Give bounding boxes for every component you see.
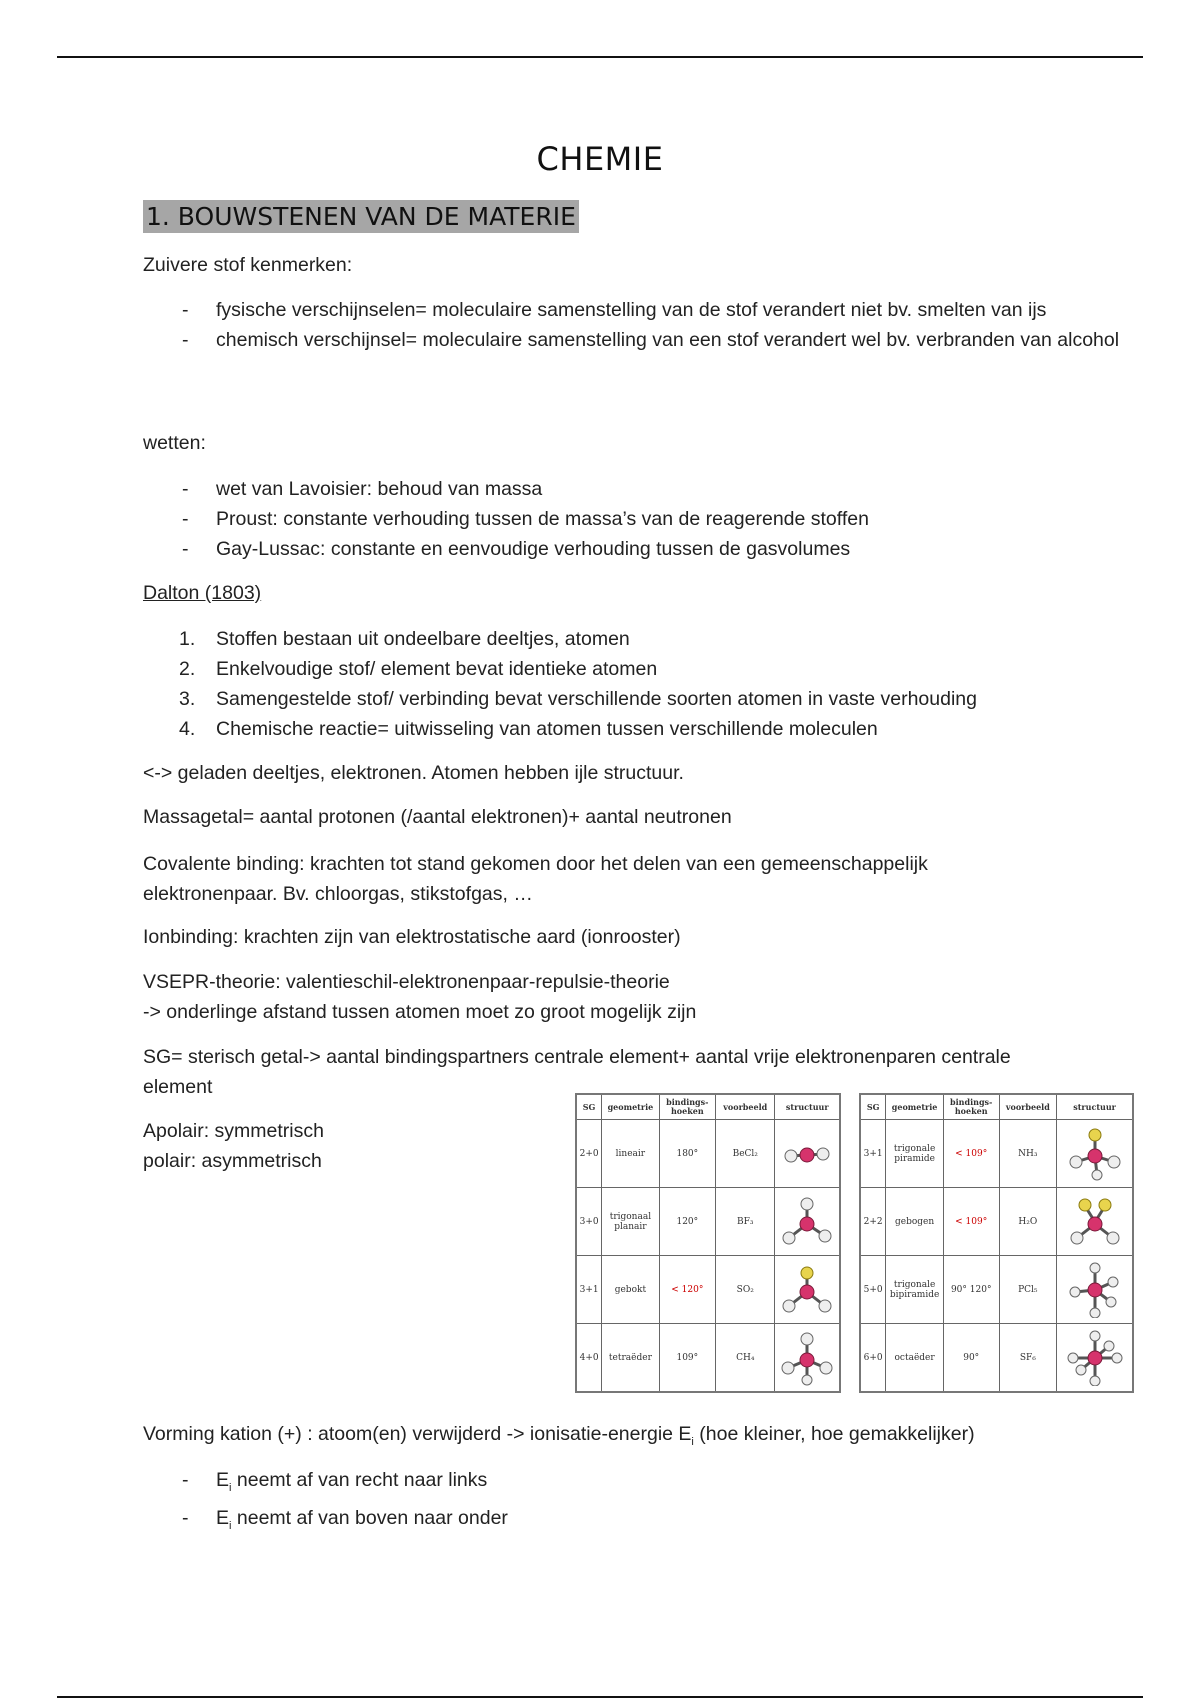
- apolar-text: Apolair: symmetrisch: [143, 1120, 324, 1142]
- sg-cell: 3+1: [576, 1256, 602, 1324]
- table-row: [860, 1188, 1133, 1256]
- vsepr-distance-text: -> onderlinge afstand tussen atomen moet zo groot mogelijk zijn: [143, 1001, 697, 1023]
- mass-number-text: Massagetal= aantal protonen (/aantal elektronen)+ aantal neutronen: [143, 806, 732, 828]
- sg-cell: 6+0: [860, 1324, 886, 1393]
- tetrahedral-molecule-image: [779, 1330, 835, 1386]
- column-header: SG: [860, 1094, 886, 1120]
- sg-cell: 3+1: [860, 1120, 886, 1188]
- example-cell: CH₄: [716, 1324, 775, 1393]
- top-rule: [57, 56, 1143, 58]
- steric-number-text: SG= sterisch getal-> aantal bindingspartners centrale element+ aantal vrije elektronenparen centrale element: [143, 1046, 1011, 1098]
- table-row: [860, 1256, 1133, 1324]
- trigonal-planar-molecule-image: [779, 1194, 835, 1250]
- structure-cell: [1057, 1188, 1133, 1256]
- pure-substance-list: [143, 295, 1200, 355]
- trigonal-bipyramid-molecule-image: [1067, 1262, 1123, 1318]
- structure-cell: [1057, 1120, 1133, 1188]
- example-cell: PCl₅: [999, 1256, 1057, 1324]
- bottom-rule: [57, 1696, 1143, 1698]
- charged-particles-text: <-> geladen deeltjes, elektronen. Atomen hebben ijle structuur.: [143, 762, 684, 784]
- table-header-row: [576, 1094, 840, 1120]
- column-header: structuur: [1057, 1094, 1133, 1120]
- geometry-cell: trigonaal planair: [602, 1188, 659, 1256]
- bent-molecule-image: [779, 1262, 835, 1318]
- pure-substance-label: Zuivere stof kenmerken:: [143, 254, 353, 276]
- dalton-list: [143, 624, 1200, 744]
- example-cell: SF₆: [999, 1324, 1057, 1393]
- sg-cell: 5+0: [860, 1256, 886, 1324]
- table-row: [576, 1188, 840, 1256]
- covalent-bond-text: Covalente binding: krachten tot stand gekomen door het delen van een gemeenschappelijk elektronenpaar. Bv. chloorgas, stikstofgas, …: [143, 853, 928, 905]
- sg-cell: 2+0: [576, 1120, 602, 1188]
- list-item: 3. Samengestelde stof/ verbinding bevat verschillende soorten atomen in vaste verhouding: [179, 688, 977, 710]
- linear-molecule-image: [779, 1126, 835, 1182]
- sg-cell: 4+0: [576, 1324, 602, 1393]
- angle-cell: 90° 120°: [943, 1256, 999, 1324]
- dalton-label: Dalton (1803): [143, 582, 262, 604]
- geometry-cell: gebokt: [602, 1256, 659, 1324]
- column-header: geometrie: [602, 1094, 659, 1120]
- vsepr-table-right: [859, 1093, 1134, 1393]
- sg-cell: 2+2: [860, 1188, 886, 1256]
- table-row: [576, 1324, 840, 1393]
- polar-text: polair: asymmetrisch: [143, 1150, 322, 1172]
- angle-cell: 90°: [943, 1324, 999, 1393]
- angle-cell: < 109°: [943, 1120, 999, 1188]
- table-row: [860, 1120, 1133, 1188]
- angle-cell: 109°: [659, 1324, 715, 1393]
- laws-label: wetten:: [143, 432, 206, 454]
- list-item: - chemisch verschijnsel= moleculaire samenstelling van een stof verandert wel bv. verbranden van alcohol: [182, 329, 1120, 351]
- geometry-cell: gebogen: [886, 1188, 944, 1256]
- table-header-row: [860, 1094, 1133, 1120]
- ionic-bond-text: Ionbinding: krachten zijn van elektrostatische aard (ionrooster): [143, 926, 681, 948]
- column-header: bindings-hoeken: [943, 1094, 999, 1120]
- vsepr-table-left: [575, 1093, 841, 1393]
- ionization-energy-list: [143, 1465, 1200, 1541]
- vsepr-theory-text: VSEPR-theorie: valentieschil-elektronenpaar-repulsie-theorie: [143, 971, 670, 993]
- laws-list: [143, 474, 1200, 564]
- example-cell: H₂O: [999, 1188, 1057, 1256]
- example-cell: NH₃: [999, 1120, 1057, 1188]
- geometry-cell: trigonale piramide: [886, 1120, 944, 1188]
- trigonal-pyramid-molecule-image: [1067, 1126, 1123, 1182]
- page-title: CHEMIE: [536, 140, 664, 178]
- section-heading: 1. BOUWSTENEN VAN DE MATERIE: [143, 200, 579, 233]
- angle-cell: < 120°: [659, 1256, 715, 1324]
- structure-cell: [1057, 1324, 1133, 1393]
- bent-water-molecule-image: [1067, 1194, 1123, 1250]
- example-cell: SO₂: [716, 1256, 775, 1324]
- structure-cell: [775, 1256, 840, 1324]
- table-row: [576, 1256, 840, 1324]
- list-item: 2. Enkelvoudige stof/ element bevat identieke atomen: [179, 658, 658, 680]
- list-item: - wet van Lavoisier: behoud van massa: [182, 478, 543, 500]
- column-header: voorbeeld: [999, 1094, 1057, 1120]
- column-header: structuur: [775, 1094, 840, 1120]
- angle-cell: < 109°: [943, 1188, 999, 1256]
- table-row: [576, 1120, 840, 1188]
- geometry-cell: trigonale bipiramide: [886, 1256, 944, 1324]
- column-header: voorbeeld: [716, 1094, 775, 1120]
- column-header: geometrie: [886, 1094, 944, 1120]
- angle-cell: 120°: [659, 1188, 715, 1256]
- octahedral-molecule-image: [1067, 1330, 1123, 1386]
- list-item: - Proust: constante verhouding tussen de massa’s van de reagerende stoffen: [182, 508, 869, 530]
- structure-cell: [775, 1324, 840, 1393]
- angle-cell: 180°: [659, 1120, 715, 1188]
- table-row: [860, 1324, 1133, 1393]
- example-cell: BeCl₂: [716, 1120, 775, 1188]
- list-item: 4. Chemische reactie= uitwisseling van atomen tussen verschillende moleculen: [179, 718, 878, 740]
- structure-cell: [775, 1120, 840, 1188]
- geometry-cell: lineair: [602, 1120, 659, 1188]
- list-item: - fysische verschijnselen= moleculaire samenstelling van de stof verandert niet bv. smelten van ijs: [182, 299, 1047, 321]
- structure-cell: [1057, 1256, 1133, 1324]
- sg-cell: 3+0: [576, 1188, 602, 1256]
- column-header: bindings-hoeken: [659, 1094, 715, 1120]
- geometry-cell: octaëder: [886, 1324, 944, 1393]
- structure-cell: [775, 1188, 840, 1256]
- list-item: 1. Stoffen bestaan uit ondeelbare deeltjes, atomen: [179, 628, 630, 650]
- list-item: - $E_i$ neemt af van boven naar onder: [182, 1506, 508, 1532]
- column-header: SG: [576, 1094, 602, 1120]
- geometry-cell: tetraëder: [602, 1324, 659, 1393]
- list-item: - $E_i$ neemt af van recht naar links: [182, 1469, 488, 1494]
- example-cell: BF₃: [716, 1188, 775, 1256]
- cation-formation-text: Vorming kation (+) : atoom(en) verwijderd -> ionisatie-energie $E_i$ (hoe kleiner, hoe gemakkelijker): [143, 1423, 975, 1448]
- list-item: - Gay-Lussac: constante en eenvoudige verhouding tussen de gasvolumes: [182, 538, 851, 560]
